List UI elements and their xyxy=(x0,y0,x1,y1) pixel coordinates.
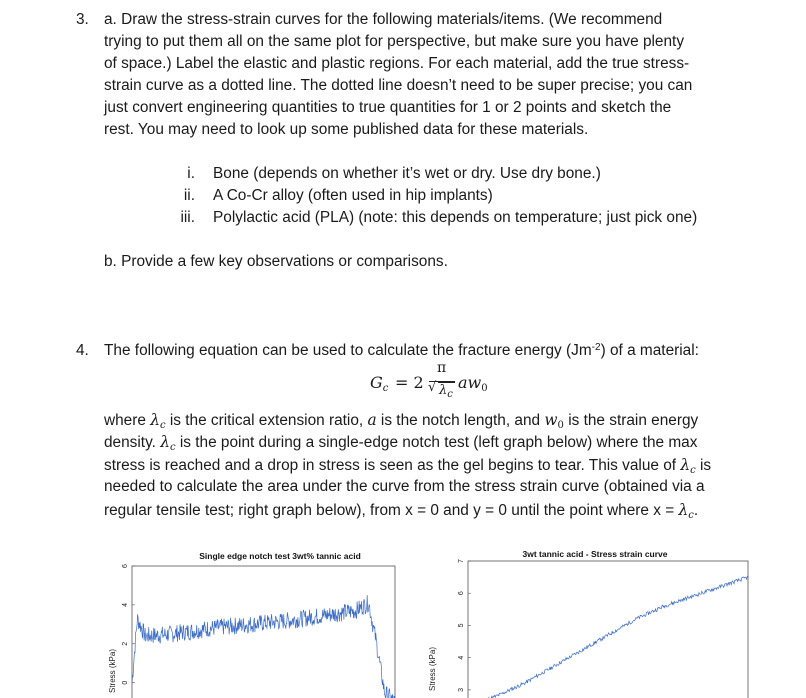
plot-frame xyxy=(132,566,395,698)
question-4-intro: The following equation can be used to calculate the fracture energy $(Jm^{-2})$ of a material: xyxy=(104,342,699,359)
question-3-part-b: b. Provide a few key observations or comparisons. xyxy=(104,253,448,270)
text-run: density. xyxy=(104,434,161,452)
y-tick-label: 4 xyxy=(458,655,465,660)
y-tick-label: 6 xyxy=(122,564,129,568)
list-item-co-cr-alloy: A Co-Cr alloy (often used in hip implants) xyxy=(213,187,493,204)
math-symbol: $\lambda_c$ xyxy=(678,500,694,521)
list-marker: ii. xyxy=(183,187,195,204)
question-3-number: 3. xyxy=(76,11,89,28)
question-4-line xyxy=(104,499,698,522)
chart-title: Single edge notch test 3wt% tannic acid xyxy=(199,551,361,561)
math-symbol: $w_0$ xyxy=(544,411,564,431)
y-tick-label: 0 xyxy=(122,680,129,685)
question-4-line xyxy=(104,431,697,454)
text-run: is the critical extension ratio, xyxy=(165,412,368,429)
question-4-line xyxy=(104,454,711,477)
question-3-line: rest. You may need to look up some published data for these materials. xyxy=(104,121,589,138)
text-run: needed to calculate the area under the curve from the stress strain curve (obtained via a xyxy=(104,478,705,496)
notch-test-chart xyxy=(102,548,400,698)
text-run: stress is reached and a drop in stress is seen as the gel begins to tear. This value of xyxy=(104,456,681,474)
y-tick-label: 2 xyxy=(122,641,129,646)
question-4-line xyxy=(104,409,698,432)
list-marker: iii. xyxy=(180,209,195,226)
question-3-line: of space.) Label the elastic and plastic regions. For each material, add the true stress- xyxy=(104,55,690,72)
y-tick-label: 6 xyxy=(458,591,465,596)
text-run: . xyxy=(693,501,699,519)
list-item-bone: Bone (depends on whether it’s wet or dry. Use dry bone.) xyxy=(213,165,601,182)
math-symbol: a xyxy=(367,411,377,429)
text-run: is the notch length, and xyxy=(376,412,545,429)
y-axis-label: Stress (kPa) xyxy=(428,646,437,691)
list-marker: i. xyxy=(187,165,195,182)
series-line xyxy=(132,595,395,698)
y-tick-label: 5 xyxy=(458,623,465,628)
text-run: where xyxy=(104,412,151,429)
question-4-line xyxy=(104,476,705,498)
notch-test-chart-svg xyxy=(102,548,400,698)
plot-frame xyxy=(468,561,748,698)
question-3-line: strain curve as a dotted line. The dotted line doesn’t need to be super precise; you can xyxy=(104,77,693,94)
math-symbol: $\lambda_c$ xyxy=(150,411,166,431)
y-tick-label: 4 xyxy=(122,602,129,607)
question-3-line: a. Draw the stress-strain curves for the following materials/items. (We recommend xyxy=(104,11,663,28)
question-3-line: trying to put them all on the same plot for perspective, but make sure you have plenty xyxy=(104,33,685,50)
math-symbol: $\lambda_c$ xyxy=(160,433,176,454)
y-tick-label: 3 xyxy=(458,687,465,692)
text-run: is the strain energy xyxy=(563,412,699,429)
y-tick-label: 7 xyxy=(458,559,465,563)
y-axis-label: Stress (kPa) xyxy=(108,648,117,693)
question-3-line: just convert engineering quantities to true quantities for 1 or 2 points and sketch the xyxy=(104,99,672,116)
series-line xyxy=(468,576,748,698)
text-run: is the point during a single-edge notch test (left graph below) where the max xyxy=(175,434,698,452)
math-symbol: $\lambda_c$ xyxy=(680,455,696,476)
stress-strain-chart xyxy=(422,548,752,698)
chart-title: 3wt tannic acid - Stress strain curve xyxy=(522,549,668,559)
stress-strain-chart-svg xyxy=(422,548,752,698)
text-run: regular tensile test; right graph below), from x = 0 and y = 0 until the point where x = xyxy=(104,501,679,519)
list-item-pla: Polylactic acid (PLA) (note: this depends on temperature; just pick one) xyxy=(213,209,698,226)
text-run: is xyxy=(695,456,712,474)
question-4-number: 4. xyxy=(76,342,89,359)
